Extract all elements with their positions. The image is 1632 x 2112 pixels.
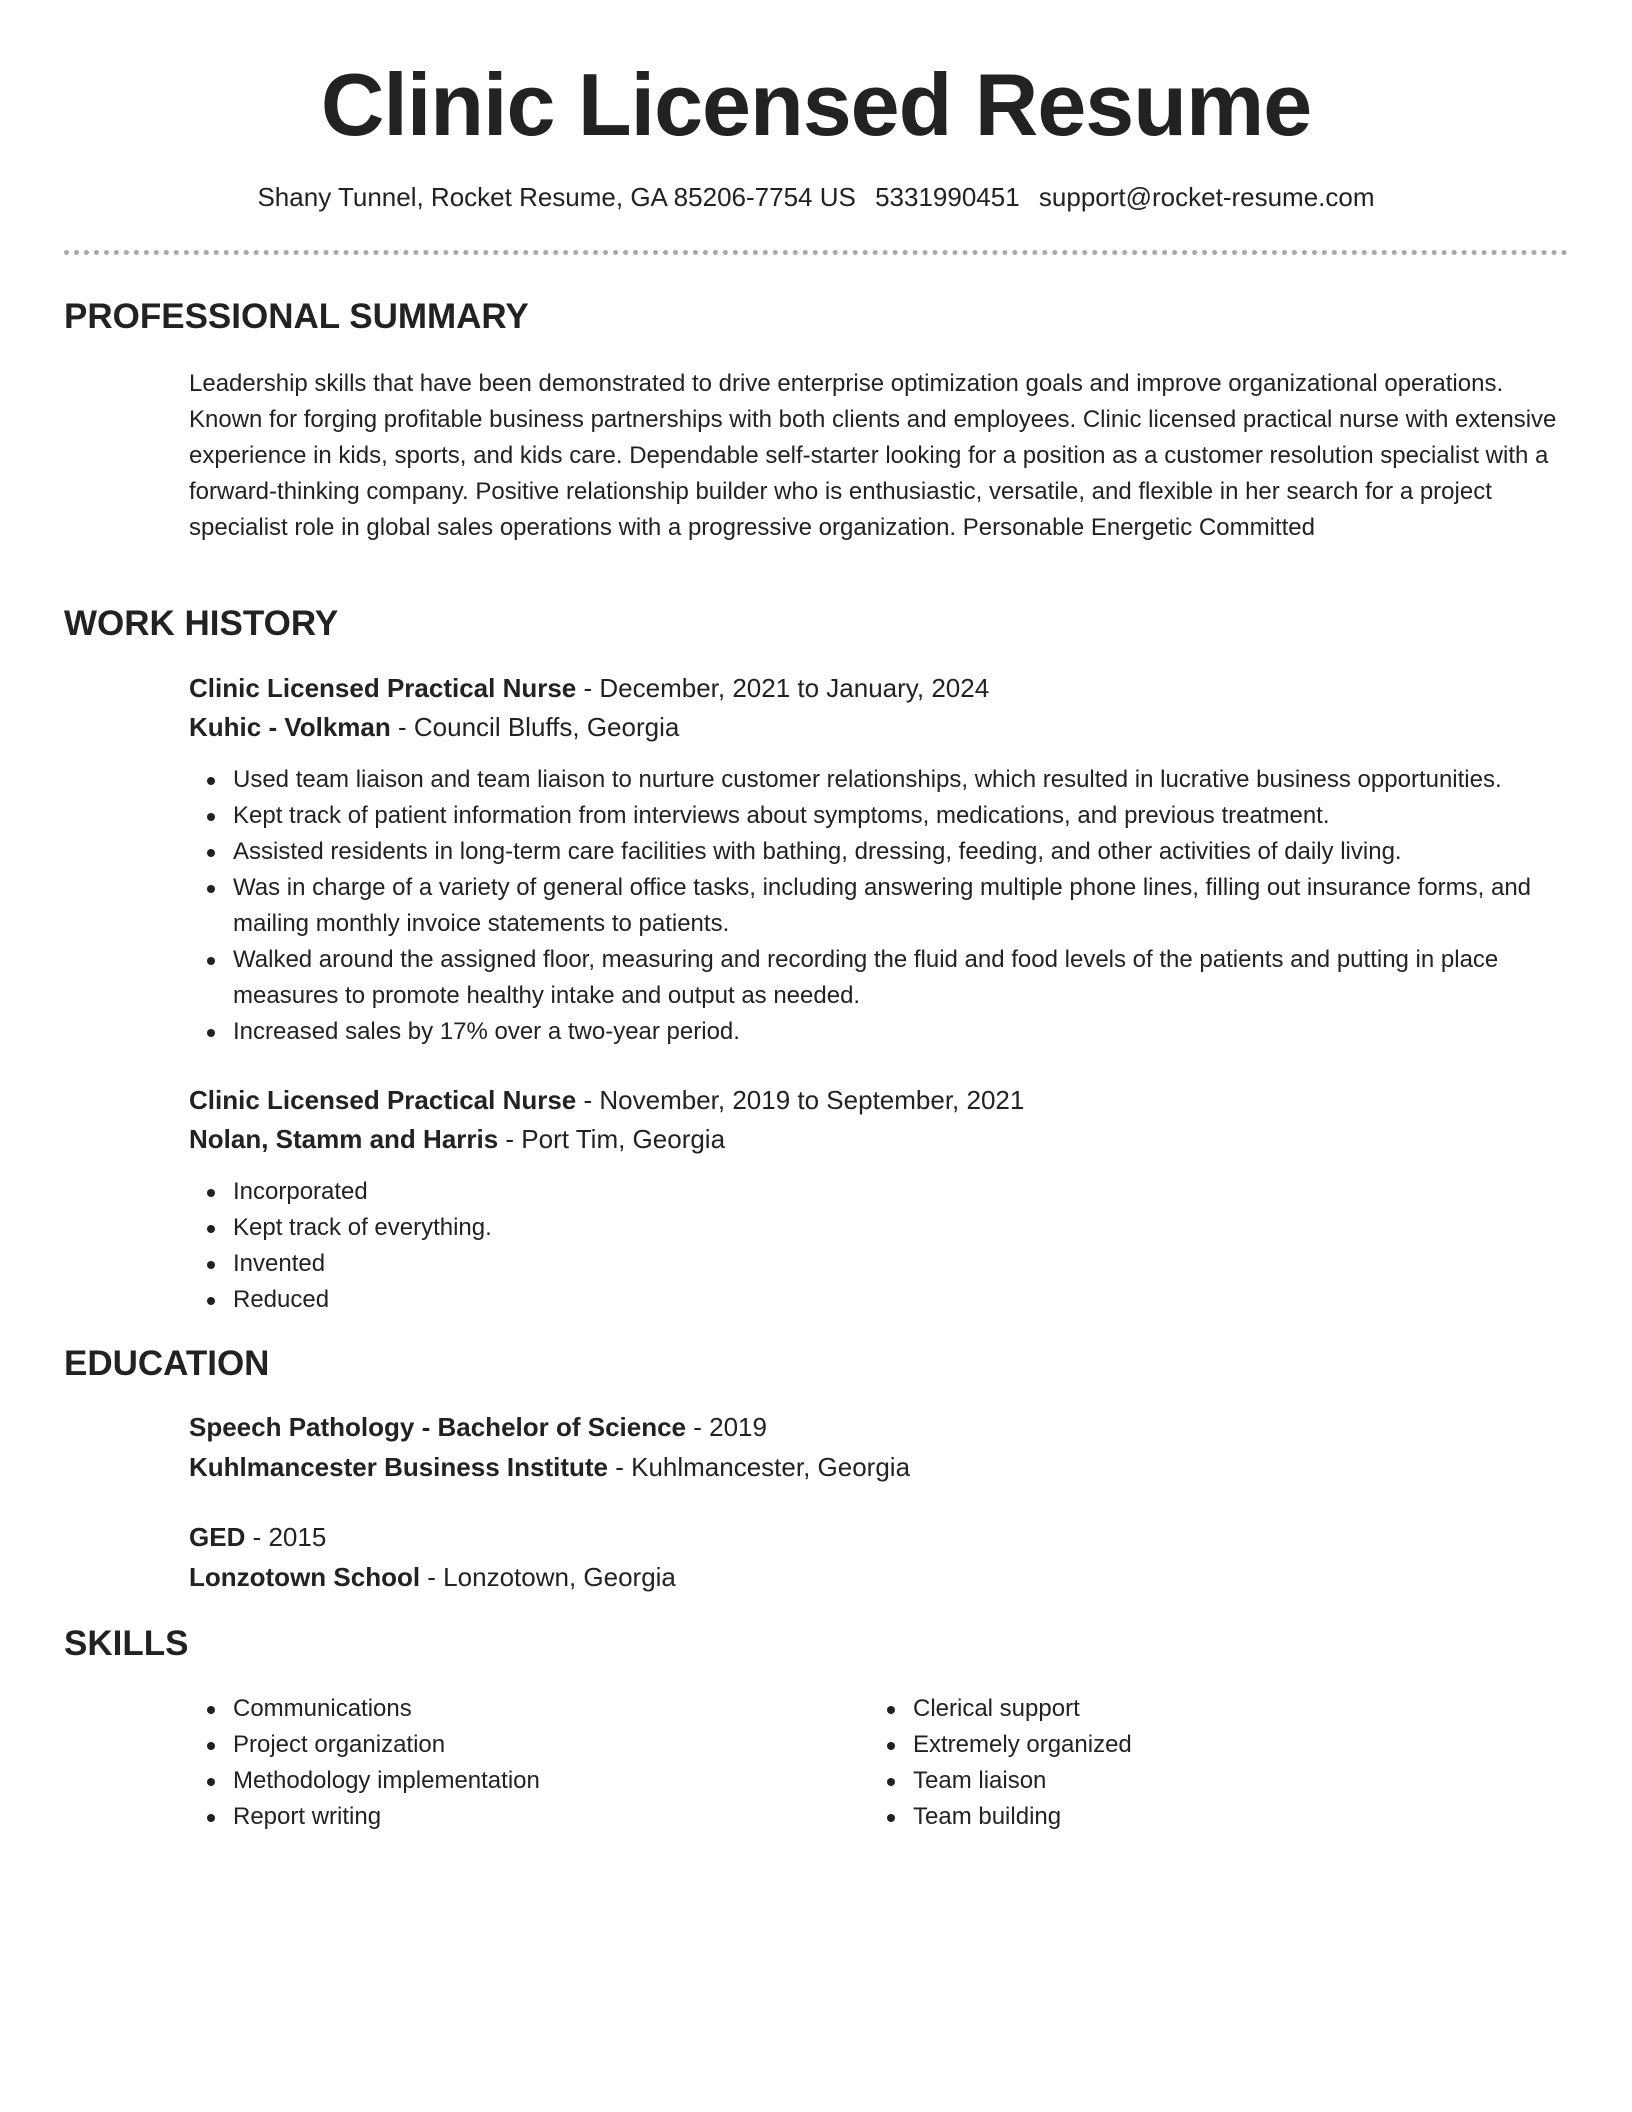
list-item: Increased sales by 17% over a two-year period. [233, 1014, 1573, 1050]
job-1-company-line [189, 711, 1569, 745]
job-2-title-line [189, 1084, 1569, 1118]
job-1-title-line [189, 672, 1569, 706]
job-location: - Port Tim, Georgia [498, 1124, 726, 1154]
list-item: Was in charge of a variety of general office tasks, including answering multiple phone lines, filling out insurance forms, and mailing monthly invoice statements to patients. [233, 870, 1573, 942]
education-location: - Kuhlmancester, Georgia [608, 1452, 911, 1482]
skill-item: Team building [913, 1799, 1513, 1835]
job-1-bullets [233, 762, 1573, 1050]
skills-list-right [913, 1691, 1513, 1835]
job-2-company-line [189, 1123, 1569, 1157]
job-company: Kuhic - Volkman [189, 712, 391, 742]
section-heading-skills: SKILLS [64, 1624, 189, 1663]
job-company: Nolan, Stamm and Harris [189, 1124, 499, 1154]
summary-text: Leadership skills that have been demonstrated to drive enterprise optimization goals and improve organizational operations. Known for forging profitable business partnerships with both clients and employees. Clinic licensed practical nurse with extensive experience in kids, sports, and kids care. Dependable self-starter looking for a position as a customer resolution specialist with a forward-thinking company. Positive relationship builder who is enthusiastic, versatile, and flexible in her search for a project specialist role in global sales operations with a progressive organization. Personable Energetic Committed [189, 370, 1557, 541]
section-heading-work: WORK HISTORY [64, 604, 339, 643]
skill-item: Team liaison [913, 1763, 1513, 1799]
section-heading-education: EDUCATION [64, 1344, 270, 1383]
education-school: Kuhlmancester Business Institute [189, 1452, 608, 1482]
list-item: Reduced [233, 1282, 1573, 1318]
job-dates: - November, 2019 to September, 2021 [576, 1085, 1025, 1115]
education-1-school-line [189, 1451, 1569, 1485]
contact-phone: 5331990451 [875, 182, 1020, 212]
list-item: Kept track of patient information from interviews about symptoms, medications, and previous treatment. [233, 798, 1573, 834]
education-1-degree-line [189, 1411, 1569, 1445]
skill-item: Communications [233, 1691, 833, 1727]
education-degree: Speech Pathology - Bachelor of Science [189, 1412, 687, 1442]
job-location: - Council Bluffs, Georgia [390, 712, 680, 742]
list-item: Kept track of everything. [233, 1210, 1573, 1246]
section-heading-summary: PROFESSIONAL SUMMARY [64, 297, 529, 336]
contact-line [0, 181, 1632, 215]
list-item: Used team liaison and team liaison to nurture customer relationships, which resulted in lucrative business opportunities. [233, 762, 1573, 798]
education-school: Lonzotown School [189, 1562, 421, 1592]
job-title: Clinic Licensed Practical Nurse [189, 1085, 577, 1115]
education-year: - 2019 [686, 1412, 767, 1442]
skill-item: Methodology implementation [233, 1763, 833, 1799]
resume-title: Clinic Licensed Resume [320, 55, 1312, 154]
header-divider [64, 250, 1568, 255]
skill-item: Report writing [233, 1799, 833, 1835]
list-item: Invented [233, 1246, 1573, 1282]
education-2-degree-line [189, 1521, 1569, 1555]
education-year: - 2015 [245, 1522, 327, 1552]
skill-item: Project organization [233, 1727, 833, 1763]
skills-list-left [233, 1691, 833, 1835]
list-item: Assisted residents in long-term care facilities with bathing, dressing, feeding, and other activities of daily living. [233, 834, 1573, 870]
education-degree: GED [189, 1522, 246, 1552]
job-dates: - December, 2021 to January, 2024 [576, 673, 990, 703]
education-location: - Lonzotown, Georgia [420, 1562, 676, 1592]
skill-item: Clerical support [913, 1691, 1513, 1727]
contact-email: support@rocket-resume.com [1038, 182, 1375, 212]
list-item: Walked around the assigned floor, measuring and recording the fluid and food levels of the patients and putting in place measures to promote healthy intake and output as needed. [233, 942, 1573, 1014]
skill-item: Extremely organized [913, 1727, 1513, 1763]
job-title: Clinic Licensed Practical Nurse [189, 673, 577, 703]
job-2-bullets [233, 1174, 1573, 1318]
education-2-school-line [189, 1561, 1569, 1595]
contact-address: Shany Tunnel, Rocket Resume, GA 85206-7754 US [257, 182, 856, 212]
list-item: Incorporated [233, 1174, 1573, 1210]
